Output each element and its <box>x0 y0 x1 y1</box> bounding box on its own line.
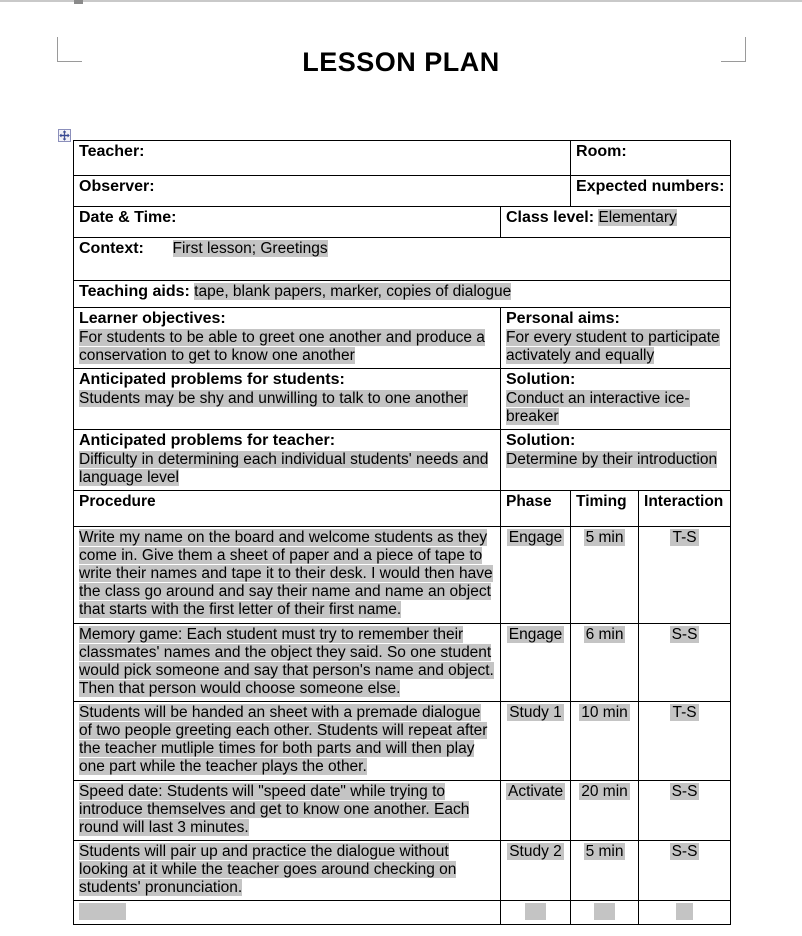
cell-phase[interactable] <box>501 526 571 623</box>
cell-interaction-partial[interactable] <box>639 901 731 925</box>
problems-teacher-label: Anticipated problems for teacher: <box>79 431 336 449</box>
header-timing: Timing <box>571 490 639 526</box>
table-row-teaching-aids <box>74 281 731 308</box>
phase-value: Study 2 <box>509 842 562 860</box>
cell-timing[interactable] <box>571 840 639 900</box>
cell-timing[interactable] <box>571 623 639 702</box>
class-level-label: Class level: <box>506 209 595 226</box>
cell-phase-partial[interactable] <box>501 901 571 925</box>
cell-interaction[interactable] <box>639 623 731 702</box>
table-row <box>74 702 731 781</box>
solution-teacher-value: Determine by their introduction <box>506 450 718 468</box>
learner-objectives-value: For students to be able to greet one another and produce a conservation to get to know one another <box>79 328 485 364</box>
cell-procedure-partial[interactable] <box>74 901 501 925</box>
timing-value: 20 min <box>581 782 628 800</box>
table-row-objectives <box>74 308 731 369</box>
phase-value: Engage <box>508 528 563 546</box>
header-procedure: Procedure <box>74 490 501 526</box>
table-row-problems-teacher <box>74 429 731 490</box>
lesson-plan-table <box>73 140 731 925</box>
interaction-value: S-S <box>671 842 698 860</box>
procedure-text: Students will pair up and practice the dialogue without looking at it while the teacher goes around checking on students' pronunciation. <box>79 842 457 897</box>
procedure-text: Students will be handed an sheet with a premade dialogue of two people greeting each other. Students will repeat after the teacher mutliple times for both parts and will then play one part while the teacher plays the other. <box>79 704 488 776</box>
expected-numbers-label: Expected numbers: <box>576 178 725 195</box>
cell-problems-students[interactable] <box>74 368 501 429</box>
procedure-text: Write my name on the board and welcome students as they come in. Give them a sheet of paper and a piece of tape to write their names and tape it to their desk. I would then have the class go around and say their name and name an object that starts with the first letter of their first name. <box>79 528 493 619</box>
table-row-context <box>74 238 731 281</box>
cell-context[interactable] <box>74 238 731 281</box>
teacher-label: Teacher: <box>79 143 145 160</box>
header-interaction: Interaction <box>639 490 731 526</box>
cell-expected-numbers[interactable] <box>571 176 731 207</box>
phase-value: Activate <box>508 782 564 800</box>
header-phase: Phase <box>501 490 571 526</box>
move-table-handle-icon[interactable] <box>58 129 71 142</box>
interaction-value: S-S <box>671 625 698 643</box>
cell-phase[interactable] <box>501 623 571 702</box>
cell-observer[interactable] <box>74 176 571 207</box>
lesson-plan-table-wrapper <box>73 140 730 925</box>
interaction-value: T-S <box>672 528 697 546</box>
cell-phase[interactable] <box>501 780 571 840</box>
cell-learner-objectives[interactable] <box>74 308 501 369</box>
phase-value: Engage <box>508 625 563 643</box>
cell-phase[interactable] <box>501 702 571 781</box>
table-row-problems-students <box>74 368 731 429</box>
cell-class-level[interactable] <box>501 207 731 238</box>
context-label: Context: <box>79 240 144 257</box>
interaction-value: T-S <box>672 704 697 722</box>
cell-teaching-aids[interactable] <box>74 281 731 308</box>
cell-problems-teacher[interactable] <box>74 429 501 490</box>
table-row <box>74 526 731 623</box>
teaching-aids-value: tape, blank papers, marker, copies of dialogue <box>194 283 512 300</box>
phase-value: Study 1 <box>509 704 562 722</box>
problems-teacher-value: Difficulty in determining each individual students' needs and language level <box>79 450 489 486</box>
personal-aims-label: Personal aims: <box>506 310 620 327</box>
cell-interaction[interactable] <box>639 780 731 840</box>
cell-procedure[interactable] <box>74 780 501 840</box>
room-label: Room: <box>576 143 627 160</box>
class-level-value: Elementary <box>598 209 677 226</box>
cell-procedure[interactable] <box>74 526 501 623</box>
cell-solution-students[interactable] <box>501 368 731 429</box>
interaction-value: S-S <box>671 782 698 800</box>
cell-procedure[interactable] <box>74 840 501 900</box>
cell-room[interactable] <box>571 141 731 176</box>
observer-label: Observer: <box>79 178 155 195</box>
solution-students-label: Solution: <box>506 370 576 388</box>
timing-value: 10 min <box>581 704 628 722</box>
learner-objectives-label: Learner objectives: <box>79 310 226 327</box>
problems-students-value: Students may be shy and unwilling to talk to one another <box>79 389 468 407</box>
timing-value: 6 min <box>585 625 624 643</box>
cell-date-time[interactable] <box>74 207 501 238</box>
cell-procedure[interactable] <box>74 702 501 781</box>
context-value: First lesson; Greetings <box>172 240 328 257</box>
cell-timing[interactable] <box>571 702 639 781</box>
cell-personal-aims[interactable] <box>501 308 731 369</box>
solution-teacher-label: Solution: <box>506 431 576 449</box>
cell-solution-teacher[interactable] <box>501 429 731 490</box>
table-row-partial <box>74 901 731 925</box>
problems-students-label: Anticipated problems for students: <box>79 370 345 388</box>
page-top-edge <box>0 0 802 2</box>
ruler-tab-mark <box>74 0 83 4</box>
date-time-label: Date & Time: <box>79 209 177 226</box>
cell-procedure[interactable] <box>74 623 501 702</box>
cell-interaction[interactable] <box>639 526 731 623</box>
procedure-text: Memory game: Each student must try to remember their classmates' names and the object they said. So one student would pick someone and say that person's name and object. Then that person would choose someone else. <box>79 625 494 697</box>
solution-students-value: Conduct an interactive ice-breaker <box>506 389 690 425</box>
cell-interaction[interactable] <box>639 840 731 900</box>
cell-timing[interactable] <box>571 526 639 623</box>
cell-teacher[interactable] <box>74 141 571 176</box>
timing-value: 5 min <box>585 528 624 546</box>
table-row <box>74 840 731 900</box>
cell-interaction[interactable] <box>639 702 731 781</box>
table-row-teacher <box>74 141 731 176</box>
cell-timing[interactable] <box>571 780 639 840</box>
procedure-text: Speed date: Students will "speed date" while trying to introduce themselves and get to know one another. Each round will last 3 minutes. <box>79 782 470 836</box>
page-title: LESSON PLAN <box>302 47 500 77</box>
cell-phase[interactable] <box>501 840 571 900</box>
table-row-date-time <box>74 207 731 238</box>
table-row-procedure-header <box>74 490 731 526</box>
cell-timing-partial[interactable] <box>571 901 639 925</box>
personal-aims-value: For every student to participate activately and equally <box>506 328 720 364</box>
table-row <box>74 780 731 840</box>
table-row-observer <box>74 176 731 207</box>
timing-value: 5 min <box>585 842 624 860</box>
table-row <box>74 623 731 702</box>
teaching-aids-label: Teaching aids: <box>79 283 190 300</box>
